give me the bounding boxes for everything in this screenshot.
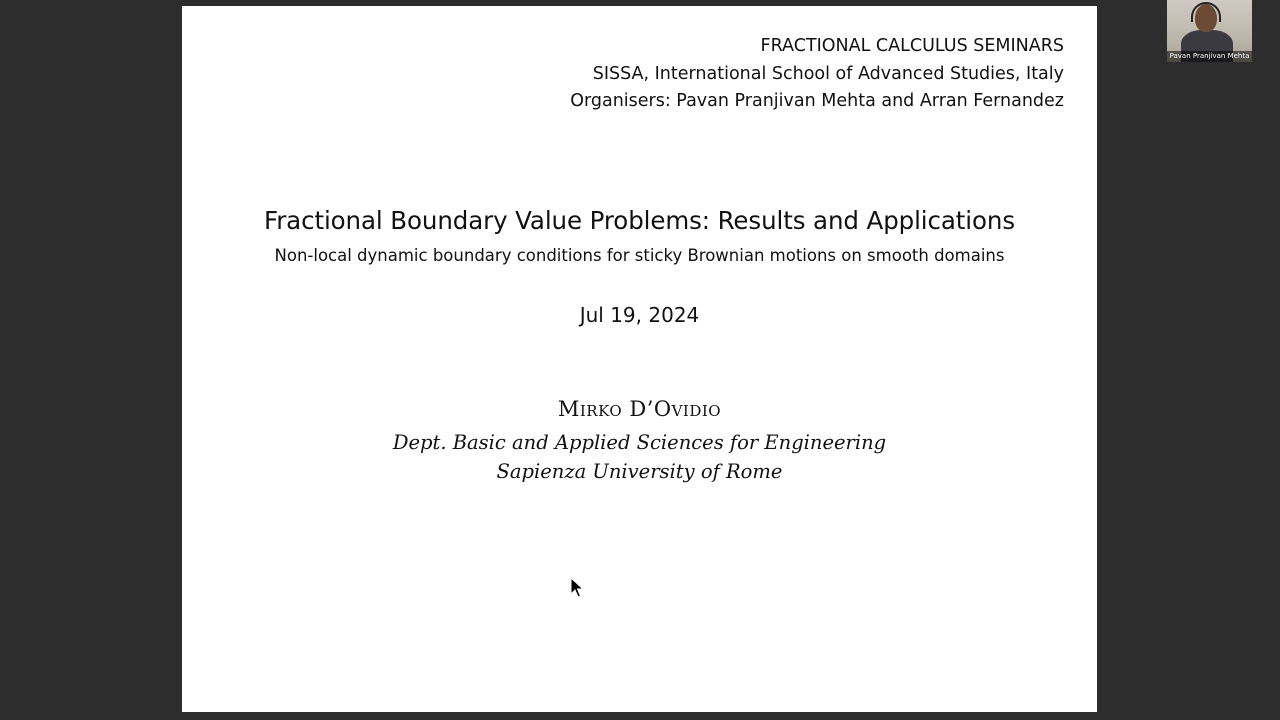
talk-subtitle: Non-local dynamic boundary conditions for sticky Brownian motions on smooth domains xyxy=(274,246,1005,265)
seminar-institution: SISSA, International School of Advanced Studies, Italy xyxy=(592,63,1064,84)
seminar-header xyxy=(570,33,1064,116)
talk-title: Fractional Boundary Value Problems: Results and Applications xyxy=(263,206,1015,235)
mouse-pointer-icon xyxy=(570,577,584,599)
speaker-university: Sapienza University of Rome xyxy=(496,460,783,483)
participant-name-label: Pavan Pranjivan Mehta xyxy=(1167,51,1252,62)
speaker-department: Dept. Basic and Applied Sciences for Engineering xyxy=(392,431,887,454)
talk-date: Jul 19, 2024 xyxy=(579,303,700,327)
seminar-organisers: Organisers: Pavan Pranjivan Mehta and Arran Fernandez xyxy=(570,91,1064,111)
speaker-name: Mirko D’Ovidio xyxy=(557,397,722,421)
headset-icon xyxy=(1191,2,1221,22)
seminar-series-name: FRACTIONAL CALCULUS SEMINARS xyxy=(760,36,1064,56)
presentation-slide xyxy=(182,6,1097,712)
